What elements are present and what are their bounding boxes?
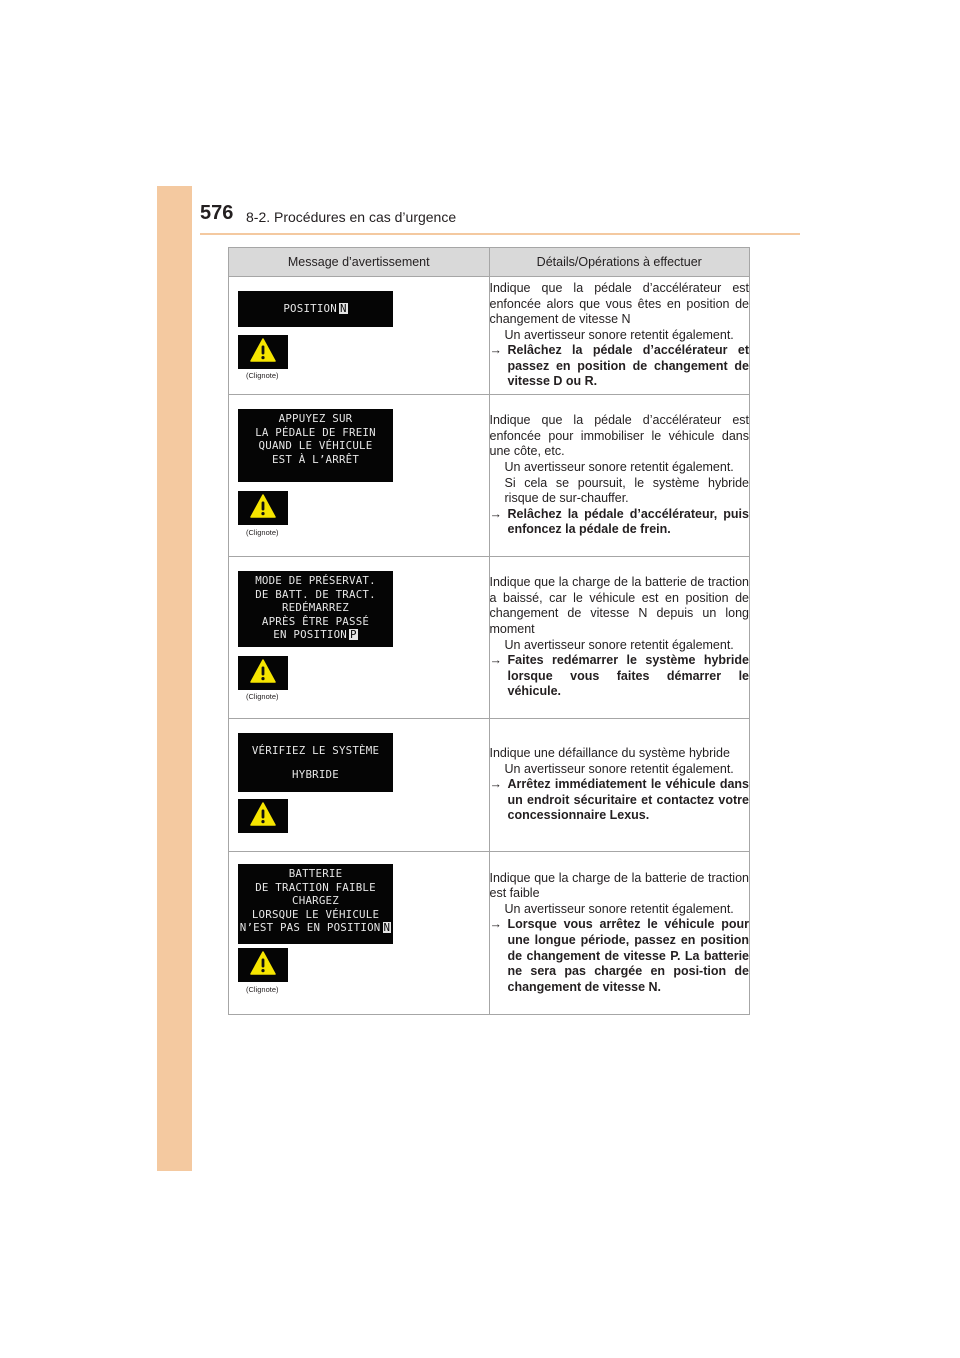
message-cell-inner bbox=[229, 277, 489, 394]
warning-light bbox=[238, 491, 288, 525]
lcd-line-text: BATTERIE bbox=[288, 867, 343, 880]
lcd-line-text: QUAND LE VÉHICULE bbox=[258, 439, 373, 452]
lcd-line-text: MODE DE PRÉSERVAT. bbox=[255, 574, 376, 587]
blink-label: (Clignote) bbox=[246, 692, 279, 701]
warning-triangle-icon bbox=[250, 951, 276, 980]
message-cell-inner bbox=[229, 557, 489, 718]
lcd-line bbox=[238, 574, 393, 588]
detail-note: Un avertisseur sonore retentit également. bbox=[504, 327, 734, 342]
action-text: Relâchez la pédale d’accélérateur, puis enfoncez la pédale de frein. bbox=[507, 506, 749, 537]
warning-light bbox=[238, 799, 288, 833]
message-cell bbox=[229, 277, 490, 395]
lcd-line bbox=[238, 894, 393, 908]
action-text: Faites redémarrer le système hybride lorsque vous faites démarrer le véhicule. bbox=[507, 653, 749, 699]
detail-note: Si cela se poursuit, le système hybride risque de sur-chauffer. bbox=[504, 475, 749, 506]
detail-action bbox=[490, 343, 750, 390]
details-content bbox=[490, 557, 750, 718]
arrow-icon: → bbox=[489, 777, 502, 792]
lcd-line bbox=[238, 881, 393, 895]
lcd-line-text: REDÉMARREZ bbox=[281, 601, 349, 614]
warning-light bbox=[238, 656, 288, 690]
message-cell-inner bbox=[229, 719, 489, 851]
table-header-row bbox=[229, 248, 750, 277]
action-text: Lorsque vous arrêtez le véhicule pour une longue période, passez en position de changement de vitesse P. La batterie ne sera pas chargée en posi-tion de changement de vitesse N. bbox=[507, 917, 749, 994]
lcd-line-text: LA PÉDALE DE FREIN bbox=[255, 425, 376, 439]
lcd-line-text: DE TRACTION FAIBLE bbox=[255, 880, 376, 894]
details-cell bbox=[489, 852, 750, 1015]
table-row bbox=[229, 719, 750, 852]
detail-note: Un avertisseur sonore retentit également. bbox=[504, 637, 734, 652]
details-content bbox=[490, 852, 750, 1014]
lcd-display bbox=[238, 864, 393, 944]
lcd-line bbox=[238, 628, 393, 642]
warning-light bbox=[238, 948, 288, 982]
action-text: Relâchez la pédale d’accélérateur et passez en position de changement de vitesse D ou R. bbox=[507, 343, 749, 389]
warning-triangle-icon bbox=[250, 802, 276, 831]
lcd-line-text: LORSQUE LE VÉHICULE bbox=[251, 907, 380, 921]
table-row bbox=[229, 395, 750, 557]
table-row bbox=[229, 277, 750, 395]
lcd-display bbox=[238, 571, 393, 647]
lcd-line-text: CHARGEZ bbox=[292, 894, 339, 907]
lcd-line-text: POSITION bbox=[283, 302, 337, 316]
lcd-line-text: VÉRIFIEZ LE SYSTÈME bbox=[251, 743, 380, 757]
lcd-line bbox=[238, 426, 393, 440]
blink-label: (Clignote) bbox=[246, 528, 279, 537]
lcd-line bbox=[238, 412, 393, 426]
lcd-line bbox=[238, 921, 393, 935]
section-title: 8-2. Procédures en cas d’urgence bbox=[246, 209, 457, 225]
lcd-display bbox=[238, 409, 393, 482]
warning-triangle-icon bbox=[250, 338, 276, 367]
detail-note: Un avertisseur sonore retentit également. bbox=[504, 901, 734, 916]
message-cell-inner bbox=[229, 395, 489, 556]
details-cell bbox=[489, 395, 750, 557]
detail-description: Indique une défaillance du système hybride bbox=[489, 746, 730, 761]
lcd-line-text: EN POSITION bbox=[273, 628, 347, 641]
lcd-display bbox=[238, 291, 393, 327]
column-header-message: Message d’avertissement bbox=[229, 248, 490, 277]
message-cell bbox=[229, 395, 490, 557]
warning-triangle-icon bbox=[250, 659, 276, 688]
warning-table bbox=[228, 247, 750, 1015]
lcd-line-text: HYBRIDE bbox=[292, 767, 339, 781]
lcd-line bbox=[238, 601, 393, 615]
lcd-line-text: APPUYEZ SUR bbox=[278, 412, 353, 425]
detail-action bbox=[490, 507, 750, 538]
chapter-sidebar-tab bbox=[157, 186, 192, 1171]
lcd-line bbox=[238, 302, 393, 316]
blink-label: (Clignote) bbox=[246, 985, 279, 994]
lcd-display bbox=[238, 733, 393, 792]
lcd-line bbox=[238, 588, 393, 602]
detail-action bbox=[490, 777, 750, 824]
lcd-line-text: DE BATT. DE TRACT. bbox=[255, 587, 376, 601]
table-row bbox=[229, 852, 750, 1015]
table-row bbox=[229, 557, 750, 719]
detail-action bbox=[490, 653, 750, 700]
detail-note: Un avertisseur sonore retentit également. bbox=[504, 459, 734, 474]
gear-position-badge: P bbox=[350, 628, 357, 641]
header-rule bbox=[200, 233, 800, 235]
details-content bbox=[490, 395, 750, 556]
lcd-line bbox=[238, 615, 393, 629]
lcd-line-text: EST À L’ARRÊT bbox=[271, 452, 360, 466]
arrow-icon: → bbox=[489, 343, 502, 358]
page-number: 576 bbox=[200, 202, 234, 224]
details-content bbox=[490, 719, 750, 851]
message-cell bbox=[229, 852, 490, 1015]
message-cell-inner bbox=[229, 852, 489, 1014]
details-cell bbox=[489, 277, 750, 395]
lcd-line bbox=[238, 768, 393, 782]
column-header-details: Détails/Opérations à effectuer bbox=[489, 248, 750, 277]
lcd-line bbox=[238, 453, 393, 467]
lcd-line bbox=[238, 439, 393, 453]
arrow-icon: → bbox=[489, 506, 502, 521]
warning-triangle-icon bbox=[250, 494, 276, 523]
details-cell bbox=[489, 557, 750, 719]
detail-action bbox=[490, 917, 750, 995]
lcd-line bbox=[238, 867, 393, 881]
detail-description: Indique que la pédale d’accélérateur est enfoncée alors que vous êtes en position de changement de vitesse N bbox=[489, 280, 749, 327]
arrow-icon: → bbox=[489, 653, 502, 668]
gear-position-badge: N bbox=[383, 921, 391, 934]
action-text: Arrêtez immédiatement le véhicule dans un endroit sécuritaire et contactez votre concessionnaire Lexus. bbox=[507, 777, 749, 823]
blink-label: (Clignote) bbox=[246, 371, 279, 380]
detail-description: Indique que la charge de la batterie de traction est faible bbox=[489, 870, 749, 901]
detail-description: Indique que la pédale d’accélérateur est enfoncée pour immobiliser le véhicule dans une côte, etc. bbox=[489, 413, 749, 459]
warning-light bbox=[238, 335, 288, 369]
message-cell bbox=[229, 719, 490, 852]
gear-position-badge: N bbox=[339, 302, 347, 316]
lcd-line bbox=[238, 908, 393, 922]
lcd-line-text: APRÈS ÊTRE PASSÉ bbox=[261, 614, 370, 628]
lcd-line bbox=[238, 744, 393, 758]
message-cell bbox=[229, 557, 490, 719]
lcd-line-text: N’EST PAS EN POSITION bbox=[239, 921, 381, 934]
arrow-icon: → bbox=[489, 917, 502, 932]
details-cell bbox=[489, 719, 750, 852]
detail-note: Un avertisseur sonore retentit également. bbox=[504, 761, 734, 776]
detail-description: Indique que la charge de la batterie de traction a baissé, car le véhicule est en position de changement de vitesse N depuis un long moment bbox=[489, 575, 749, 636]
details-content bbox=[490, 277, 750, 394]
